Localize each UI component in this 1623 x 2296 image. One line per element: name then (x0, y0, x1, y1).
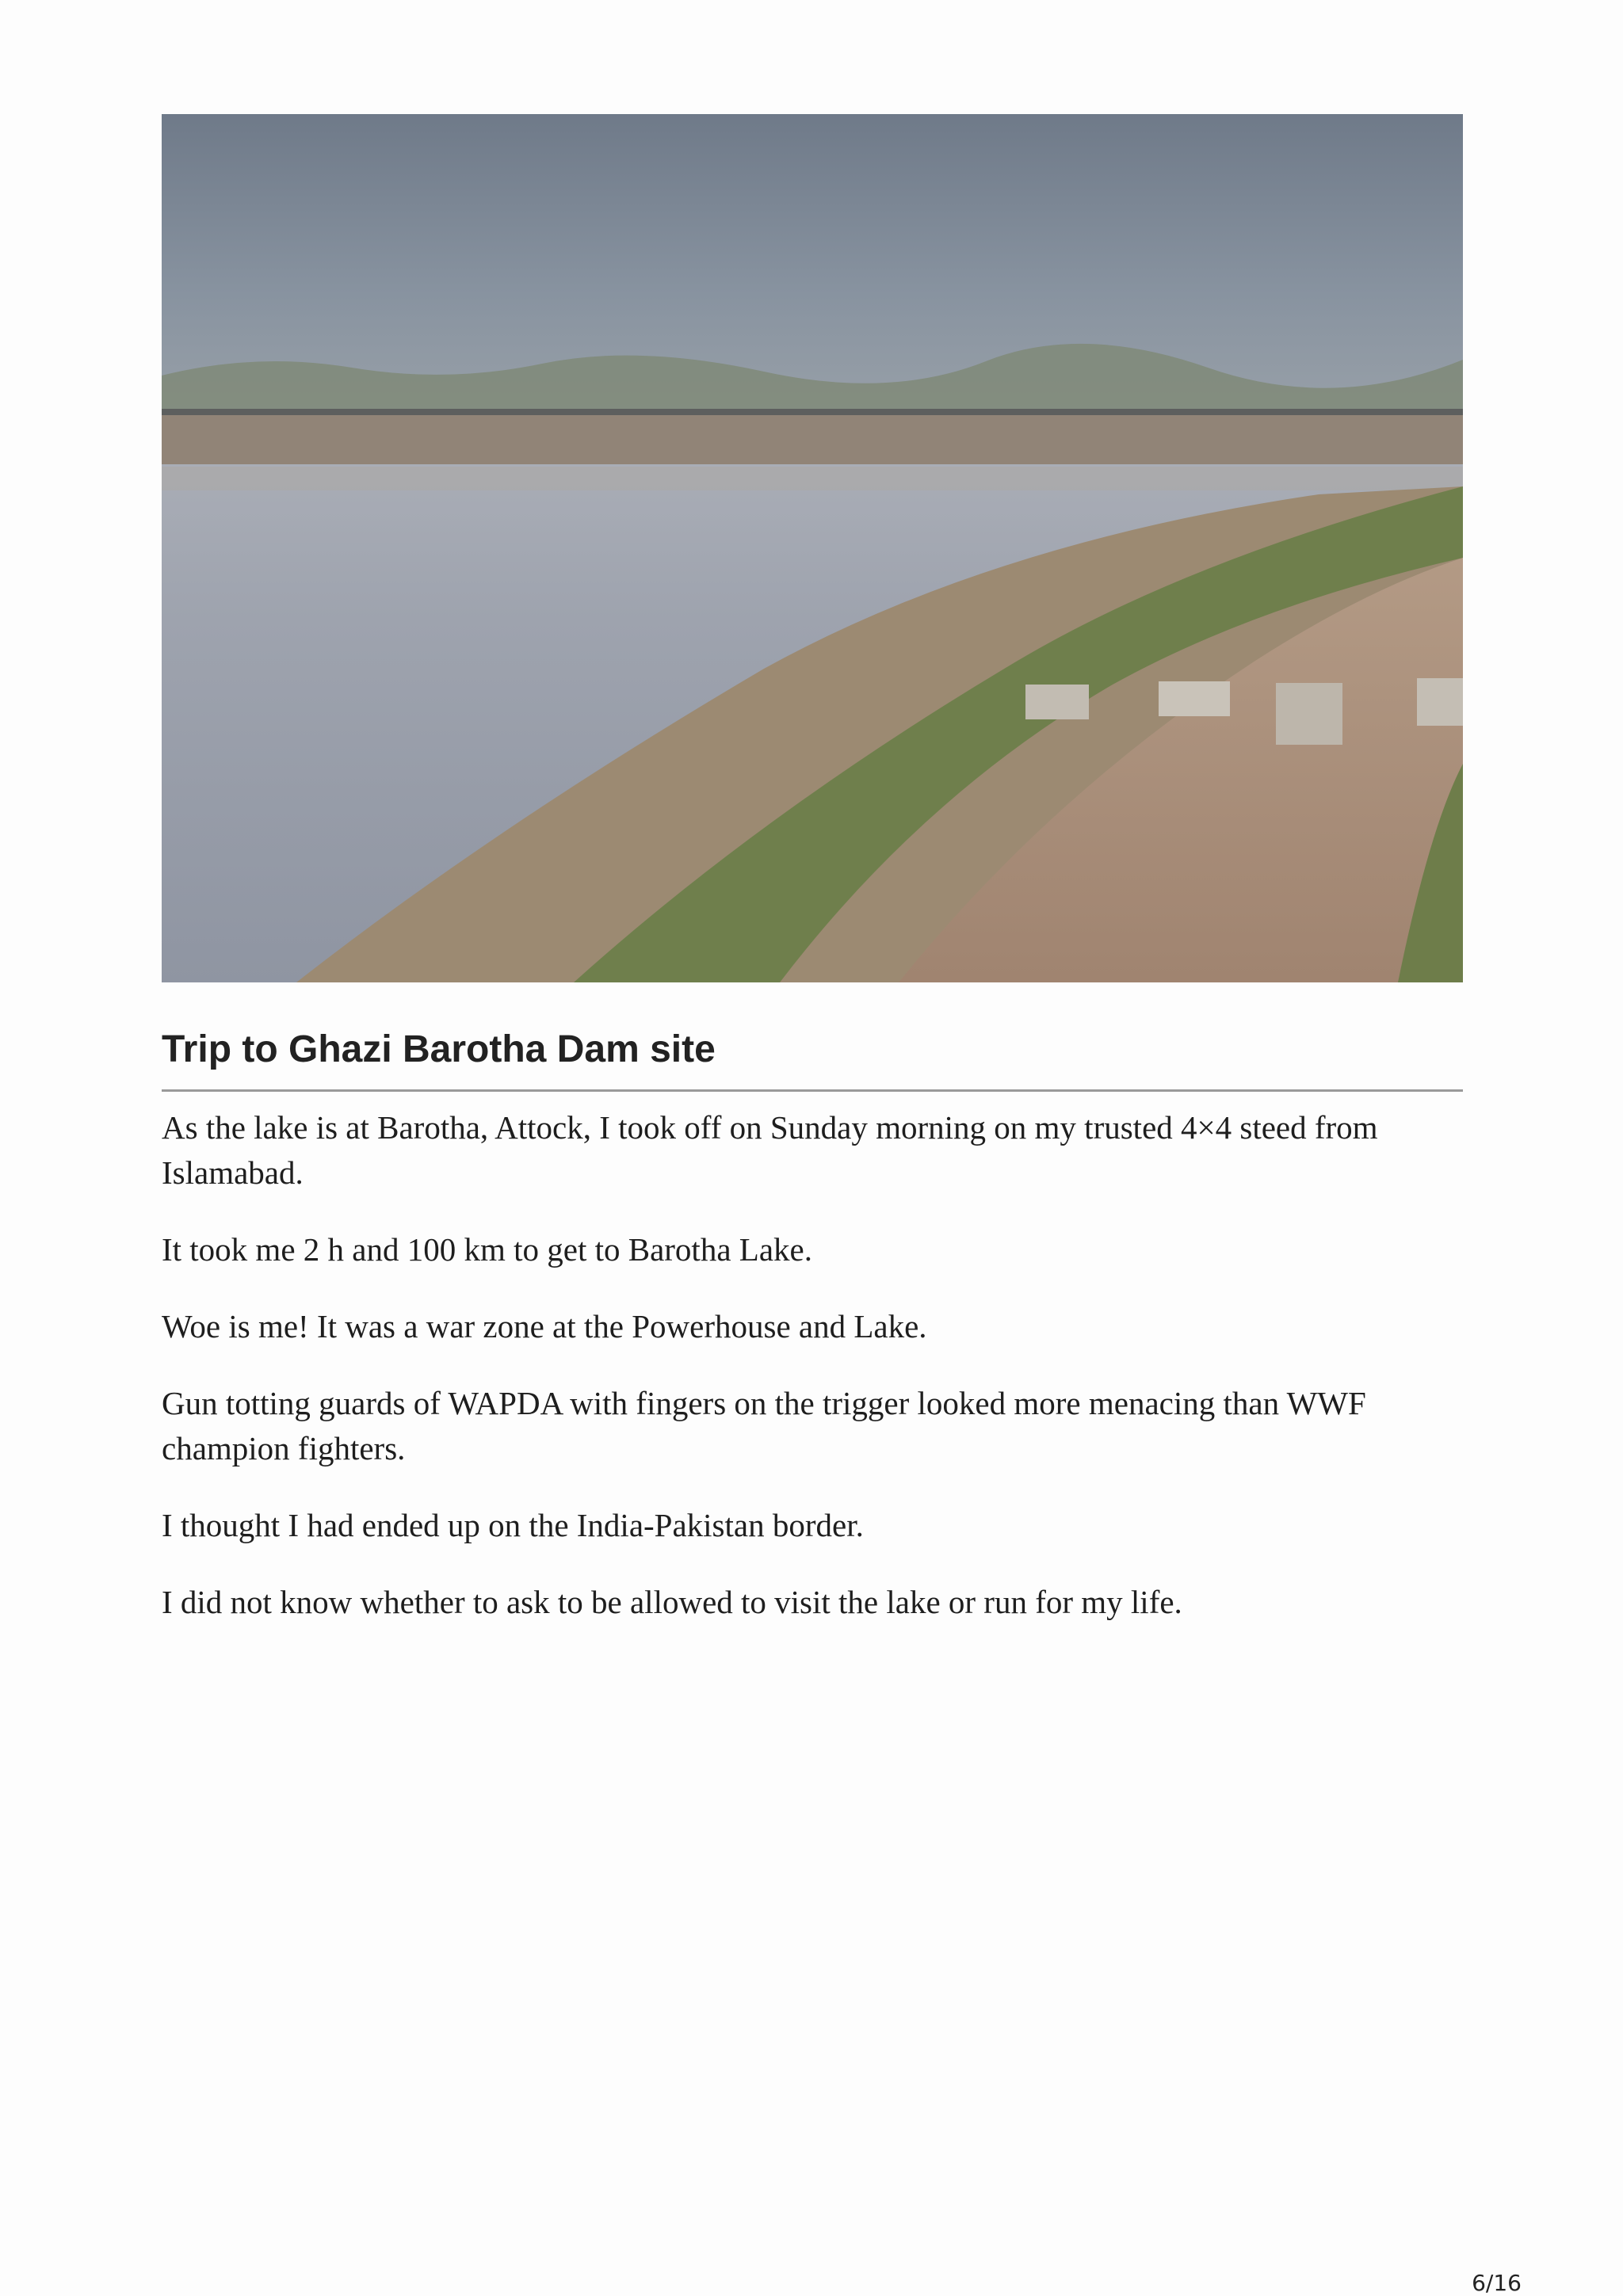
article-heading: Trip to Ghazi Barotha Dam site (162, 1028, 716, 1070)
paragraph: Gun totting guards of WAPDA with fingers on the trigger looked more menacing than WWF champion fighters. (162, 1385, 1366, 1466)
lake-photo (162, 114, 1463, 982)
article-body (162, 1105, 1463, 1657)
page-number: 6/16 (1472, 2270, 1522, 2296)
heading-divider (162, 1089, 1463, 1092)
paragraph: I did not know whether to ask to be allowed to visit the lake or run for my life. (162, 1584, 1182, 1620)
lake-photo-illustration (162, 114, 1463, 982)
paragraph: As the lake is at Barotha, Attock, I took off on Sunday morning on my trusted 4×4 steed from Islamabad. (162, 1109, 1378, 1191)
paragraph: Woe is me! It was a war zone at the Powerhouse and Lake. (162, 1308, 927, 1344)
paragraph: I thought I had ended up on the India-Pakistan border. (162, 1507, 864, 1543)
paragraph: It took me 2 h and 100 km to get to Barotha Lake. (162, 1231, 812, 1268)
